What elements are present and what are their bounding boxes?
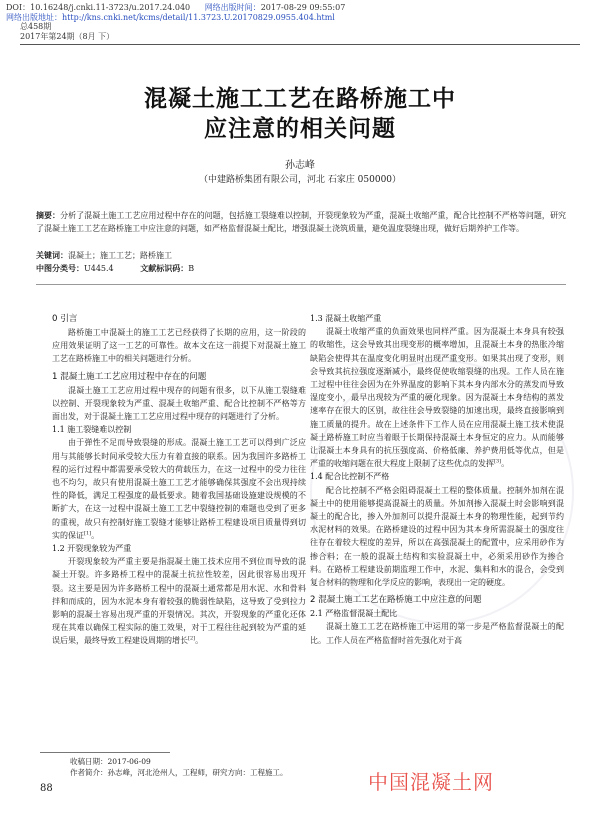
section-1-2-text: 开裂现象较为严重主要是指混凝土施工技术应用不到位而导致的混凝土开裂。许多路桥工程中的混凝土抗拉性较差，因此很容易出现开裂。这主要是因为许多路桥工程中的混凝土通常都是用水泥、水和骨料拌和而成的，因为水泥本身有着较强的脆弱性缺陷，这导致了受到拉力影响的混凝土容易出现严重的开裂情况。其次，开裂现象的严重化还体现在其难以确保工程实际的施工效果，对于工程往往起到较为严重的延误后果，最终导致工程建设周期的增长 — [52, 557, 306, 646]
section-1-3-paragraph: 混凝土收缩严重的负面效果也同样严重。因为混凝土本身具有较强的收缩性，这会导致其出现变形的概率增加，且混凝土本身的热胀冷缩缺陷会使得其在温度变化明显时出现严重变形。如果其出现了变形，则会导致其抗拉强度逐渐减小，最终促使收缩裂缝的出现。工作人员在施工过程中往往会因为在外界温度的影响下其本身内部水分的蒸发而导致湿度变小，最早出现较为严重的硬化现象。因为混凝土本身结构的蒸发速率存在很大的区别，故往往会导致裂缝的加速出现，最终直接影响到施工质量的提升。故在上述条件下工作人员在应用混凝土施工技术使混凝土路桥施工时应当着眼于长期保持混凝土本身恒定的应力。从而能够让混凝土本身具有的抗压强度高、价格低廉、养护费用低等优点，但是严重的收缩问题在很大程度上限制了这些优点的发挥[3]。 — [310, 327, 564, 469]
section-1-2-title: 1.2 开裂现象较为严重 — [52, 544, 132, 554]
author-affiliation: （中建路桥集团有限公司，河北 石家庄 050000） — [198, 175, 402, 185]
author-info-label: 作者简介： — [70, 768, 108, 777]
section-1-4-paragraph: 配合比控制不严格会阻碍混凝土工程的整体质量。控制外加剂在混凝土中的使用能够提高混凝土的质量。外加剂掺入混凝土时会影响到混凝土的配合比，掺入外加剂可以提升混凝土本身的物理性能，起到节约水泥材料的效果。在路桥建设的过程中因为其本身所需混凝土的强度往往存在着较大程度的差异，所以在高强混凝土的配置中，应采用砂作为掺合料；在一般的混凝土结构和实验混凝土中，必须采用砂作为掺合料。在路桥工程建设前期监理工作中，水泥、集料和水的混合，会受到复合材料的物理和化学反应的影响，表现出一定的硬度。 — [310, 485, 564, 588]
doi: DOI：10.16248/j.cnki.11-3723/u.2017.24.040 — [6, 3, 191, 12]
keywords-text: 混凝土；施工工艺；路桥施工 — [68, 251, 172, 260]
section-1-2-paragraph: 开裂现象较为严重主要是指混凝土施工技术应用不到位而导致的混凝土开裂。许多路桥工程中的混凝土抗拉性较差，因此很容易出现开裂。这主要是因为许多路桥工程中的混凝土通常都是用水泥、水和骨料拌和而成的，因为水泥本身有着较强的脆弱性缺陷，这导致了受到拉力影响的混凝土容易出现严重的开裂情况。其次，开裂现象的严重化还体现在其难以确保工程实际的施工效果，对于工程往往起到较为严重的延误后果，最终导致工程建设周期的增长[2]。 — [52, 557, 306, 646]
article-title-line1: 混凝土施工工艺在路桥施工中 — [144, 86, 456, 112]
section-2-1-paragraph: 混凝土施工工艺在路桥施工中运用的第一步是严格监督混凝土的配比。工作人员在严格监督时首先强化对于高 — [310, 622, 564, 645]
section-0-paragraph: 路桥施工中混凝土的施工工艺已经获得了长期的应用，这一阶段的应用效果证明了这一工艺的可靠性。故本文在这一前提下对混凝土施工工艺在路桥施工中的相关问题进行分析。 — [52, 328, 306, 364]
abstract-text: 分析了混凝土施工工艺应用过程中存在的问题，包括施工裂缝难以控制，开裂现象较为严重，混凝土收缩严重，配合比控制不严格等问题，研究了混凝土施工工艺在路桥施工中应注意的问题，如严格监督混凝土配比，增强混凝土浇筑质量，避免温度裂缝出现，做好后期养护工作等。 — [36, 211, 566, 233]
clc-value: U445.4 — [84, 264, 114, 273]
abstract — [36, 209, 566, 235]
section-1-1-title: 1.1 施工裂缝难以控制 — [52, 425, 132, 435]
right-column — [310, 312, 564, 647]
received-label: 收稿日期： — [70, 757, 108, 766]
section-1-4-title: 1.4 配合比控制不严格 — [310, 472, 390, 482]
section-1-title: 1 混凝土施工工艺应用过程中存在的问题 — [52, 371, 207, 382]
author-info: 孙志峰，河北沧州人，工程师，研究方向：工程施工。 — [107, 768, 288, 777]
ref-2: [2] — [188, 635, 196, 642]
header-doi-line — [6, 3, 345, 12]
ref-3: [3] — [494, 458, 502, 465]
online-addr-link[interactable]: http://kns.cnki.net/kcms/detail/11.3723.U.20170829.0955.404.html — [62, 13, 335, 22]
keywords-label: 关键词： — [36, 251, 68, 260]
author-name: 孙志峰 — [285, 160, 315, 171]
left-column — [52, 312, 306, 648]
clc-label: 中图分类号： — [36, 264, 84, 273]
doc-code-label: 文献标识码： — [140, 264, 189, 273]
section-1-paragraph: 混凝土施工工艺应用过程中现存的问题有很多，以下从施工裂缝难以控制、开裂现象较为严重、混凝土收缩严重、配合比控制不严格等方面出发，对于混凝土施工工艺应用过程中现存的问题进行了分析。 — [52, 385, 306, 422]
abstract-rule — [36, 284, 566, 285]
received-date: 2017-06-09 — [107, 757, 151, 766]
section-0-title: 0 引言 — [52, 314, 78, 324]
issue-number: 总458期 — [20, 22, 52, 31]
section-1-1-paragraph: 由于弹性不足而导致裂缝的形成。混凝土施工工艺可以得到广泛应用与其能够长时间承受较大压力有着直接的联系。因为我国许多路桥工程的运行过程中都需要承受较大的荷载压力，在这一过程中的受力往往也不均匀，故只有使用混凝土施工工艺才能够确保其强度不会出现持续性的降低，满足工程强度的最低要求。随着我国基础设施建设规模的不断扩大，在这一过程中混凝土施工工艺中裂缝控制的难题也受到了更多的重视，故只有控制好施工裂缝才能够让路桥工程建设项目质量得到切实的保证[1]。 — [52, 438, 306, 540]
online-time-label: 网络出版时间： — [204, 3, 261, 12]
footnote-rule — [40, 752, 170, 753]
abstract-label: 摘要： — [36, 211, 61, 220]
watermark-text: 中国混凝土网 — [368, 770, 494, 794]
header-rule — [20, 44, 580, 45]
classification — [36, 262, 194, 275]
issue-date: 2017年第24期（8月 下） — [20, 32, 115, 41]
ref-1: [1] — [84, 530, 92, 537]
section-2-1-title: 2.1 严格监督混凝土配比 — [310, 609, 398, 619]
online-time: 2017-08-29 09:55:07 — [260, 3, 346, 12]
section-1-3-title: 1.3 混凝土收缩严重 — [310, 314, 382, 323]
page-number: 88 — [40, 783, 53, 794]
footnote-received — [70, 756, 320, 767]
section-1-1-text: 由于弹性不足而导致裂缝的形成。混凝土施工工艺可以得到广泛应用与其能够长时间承受较大压力有着直接的联系。因为我国许多路桥工程的运行过程中都需要承受较大的荷载压力，在这一过程中的受力往往也不均匀，故只有使用混凝土施工工艺才能够确保其强度不会出现持续性的降低，满足工程强度的最低要求。随着我国基础设施建设规模的不断扩大，在这一过程中混凝土施工工艺中裂缝控制的难题也受到了更多的重视，故只有控制好施工裂缝才能够让路桥工程建设项目质量得到切实的保证 — [52, 438, 306, 540]
section-2-title: 2 混凝土施工工艺在路桥施工中应注意的问题 — [310, 595, 482, 606]
footnote-author — [70, 767, 370, 778]
online-addr-label: 网络出版地址： — [6, 13, 62, 22]
keywords — [36, 249, 172, 262]
section-1-3-text: 混凝土收缩严重的负面效果也同样严重。因为混凝土本身具有较强的收缩性，这会导致其出现变形的概率增加，且混凝土本身的热胀冷缩缺陷会使得其在温度变化明显时出现严重变形。如果其出现了变形，则会导致其抗拉强度逐渐减小，最终促使收缩裂缝的出现。工作人员在施工过程中往往会因为在外界温度的影响下其本身内部水分的蒸发而导致湿度变小，最早出现较为严重的硬化现象。因为混凝土本身结构的蒸发速率存在很大的区别，故往往会导致裂缝的加速出现，最终直接影响到施工质量的提升。故在上述条件下工作人员在应用混凝土施工技术使混凝土路桥施工时应当着眼于长期保持混凝土本身恒定的应力。从而能够让混凝土本身具有的抗压强度高、价格低廉、养护费用低等优点，但是严重的收缩问题在很大程度上限制了这些优点的发挥 — [310, 327, 564, 469]
doc-code-value: B — [188, 264, 195, 273]
article-title-line2: 应注意的相关问题 — [204, 116, 396, 142]
header-addr-line — [6, 13, 335, 22]
